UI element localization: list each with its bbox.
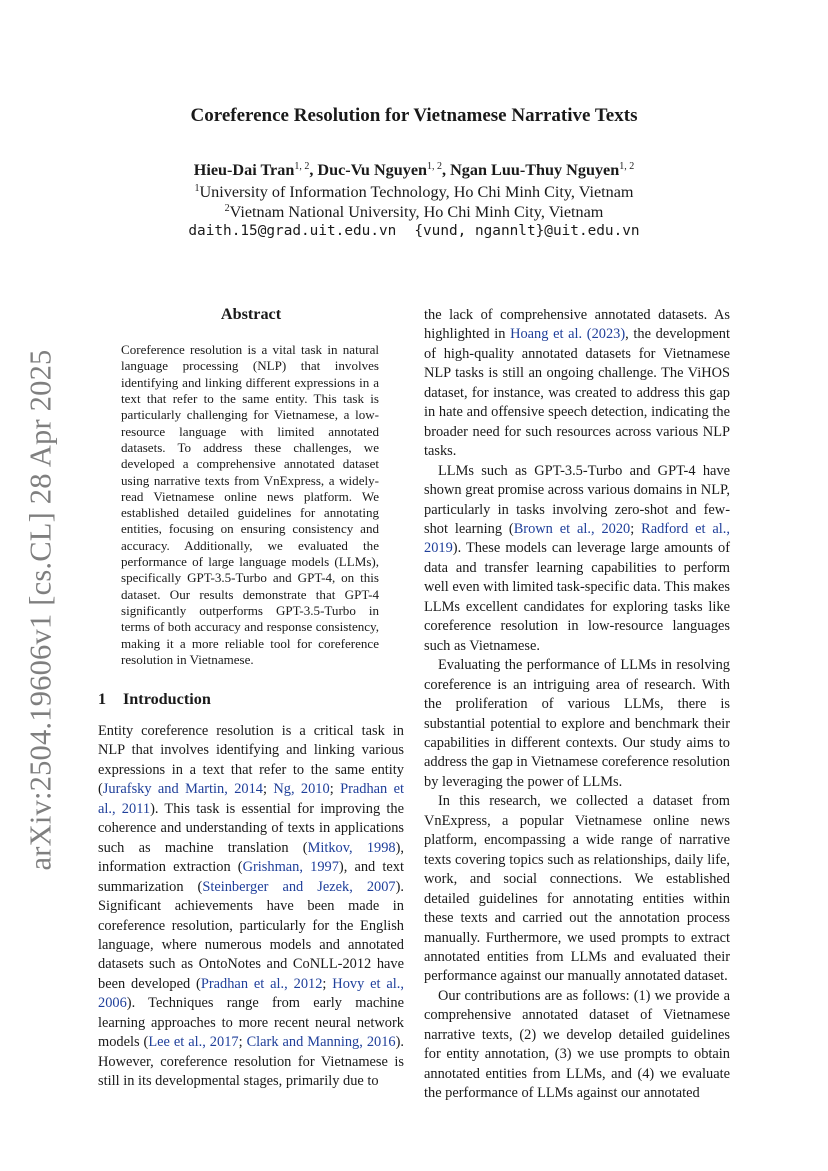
abstract-text: Coreference resolution is a vital task in natural language processing (NLP) that involves identifying and linking different expressions in a text that refer to the same entity. This task is particularly challenging for Vietnamese, a low-resource language with limited annotated datasets. To address these challenges, we developed a comprehensive annotated dataset using narrative texts from VnExpress, a widely-read Vietnamese online news platform. We established detailed guidelines for annotating entities, focusing on ensuring consistency and accuracy. Additionally, we evaluated the performance of large language models (LLMs), specifically GPT-3.5-Turbo and GPT-4, on this dataset. Our results demonstrate that GPT-4 significantly outperforms GPT-3.5-Turbo in terms of both accuracy and response consistency, making it a more reliable tool for coreference resolution in Vietnamese. [121, 342, 379, 667]
citation-link[interactable]: Pradhan et al., 2011 [98, 781, 404, 817]
paragraph: Evaluating the performance of LLMs in resolving coreference is an intriguing area of research. With the proliferation of various LLMs, there is substantial potential to explore and benchmark their capabilities in different contexts. Our study aims to address the gap in Vietnamese coreference resolution by leveraging the power of LLMs. [424, 657, 730, 790]
email-line [0, 223, 828, 239]
affiliation-mark: 1 [194, 183, 200, 194]
citation-link[interactable]: Steinberger and Jezek, 2007 [202, 878, 396, 895]
email-2: {vund, ngannlt}@uit.edu.vn [414, 223, 640, 239]
author-affiliation-mark: 1, 2 [619, 161, 635, 172]
author-affiliation-mark: 1, 2 [427, 161, 443, 172]
affiliation-text: Vietnam National University, Ho Chi Minh City, Vietnam [229, 203, 604, 221]
arxiv-stamp: arXiv:2504.19606v1 [cs.CL] 28 Apr 2025 [23, 349, 58, 871]
email-1: daith.15@grad.uit.edu.vn [188, 223, 397, 239]
paragraph: Entity coreference resolution is a critical task in NLP that involves identifying and linking various expressions in a text that refer to the same entity (Jurafsky and Martin, 2014; Ng, 2010; Pradhan et al., 2011). This task is essential for improving the coherence and understanding of texts in applications such as machine translation (Mitkov, 1998), information extraction (Grishman, 1997), and text summarization (Steinberger and Jezek, 2007). Significant achievements have been made in coreference resolution, particularly for the English language, where numerous models and annotated datasets such as OntoNotes and CoNLL-2012 have been developed (Pradhan et al., 2012; Hovy et al., 2006). Techniques range from early machine learning approaches to more recent neural network models (Lee et al., 2017; Clark and Manning, 2016). However, coreference resolution for Vietnamese is still in its developmental stages, primarily due to [98, 723, 405, 1090]
citation-link[interactable]: Jurafsky and Martin, 2014 [102, 781, 263, 798]
intro-left-column [98, 722, 404, 1092]
paragraph: In this research, we collected a dataset from VnExpress, a popular Vietnamese online news platform, encompassing a wide range of narrative texts covering topics such as relationships, daily life, work, and social connections. We established detailed guidelines for annotating entities within these texts and carried out the annotation process manually. Furthermore, we used prompts to extract annotated entities from LLMs and evaluated their performance against our manually annotated dataset. [424, 793, 730, 985]
citation-link[interactable]: Brown et al., 2020 [513, 520, 631, 537]
section-number: 1 [98, 690, 107, 708]
author-name: Ngan Luu-Thuy Nguyen [450, 161, 620, 179]
citation-link[interactable]: Ng, 2010 [273, 781, 330, 798]
citation-link[interactable]: Hoang et al. (2023) [510, 326, 626, 343]
author-list: Hieu-Dai Tran$^{1, 2}$, Duc-Vu Nguyen$^{1, 2}$, Ngan Luu-Thuy Nguyen$^{1, 2}$ [193, 161, 635, 179]
citation-link[interactable]: Hovy et al., 2006 [98, 975, 404, 1012]
affiliation-1 [0, 183, 828, 202]
author-affiliation-mark: 1, 2 [294, 161, 310, 172]
intro-right-column [424, 306, 730, 1104]
section-title: Introduction [123, 690, 211, 708]
author-name: Hieu-Dai Tran [193, 161, 295, 179]
paragraph: Our contributions are as follows: (1) we provide a comprehensive annotated dataset of Vietnamese narrative texts, (2) we develop detailed guidelines for entity annotation, (3) we use prompts to obtain annotated entities from LLMs, and (4) we evaluate the performance of LLMs against our annotated [424, 987, 730, 1102]
section-heading [98, 690, 211, 709]
citation-link[interactable]: Grishman, 1997 [242, 859, 339, 876]
author-name: Duc-Vu Nguyen [317, 161, 428, 179]
abstract-heading: Abstract [220, 305, 282, 323]
paragraph: LLMs such as GPT-3.5-Turbo and GPT-4 have shown great promise across various domains in NLP, particularly in tasks involving zero-shot and few-shot learning (Brown et al., 2020; Radford et al., 2019). These models can leverage large amounts of data and transfer learning capabilities to perform well even with limited task-specific data. This makes LLMs excellent candidates for exploring tasks like coreference resolution in low-resource languages such as Vietnamese. [424, 462, 730, 654]
citation-link[interactable]: Lee et al., 2017 [148, 1034, 239, 1051]
affiliation-text: University of Information Technology, Ho Chi Minh City, Vietnam [199, 183, 634, 201]
citation-link[interactable]: Radford et al., 2019 [424, 520, 730, 557]
paragraph: the lack of comprehensive annotated datasets. As highlighted in Hoang et al. (2023), the development of high-quality annotated datasets for Vietnamese NLP tasks is still an ongoing challenge. The ViHOS dataset, for instance, was created to address this gap in hate and offensive speech detection, indicating the broader need for such resources across various NLP tasks. [424, 307, 730, 460]
affiliation-mark: 2 [224, 203, 230, 214]
citation-link[interactable]: Mitkov, 1998 [307, 839, 396, 856]
citation-link[interactable]: Pradhan et al., 2012 [200, 975, 323, 992]
affiliation-2 [0, 203, 828, 222]
citation-link[interactable]: Clark and Manning, 2016 [246, 1034, 396, 1051]
paper-title: Coreference Resolution for Vietnamese Narrative Texts [190, 105, 638, 126]
